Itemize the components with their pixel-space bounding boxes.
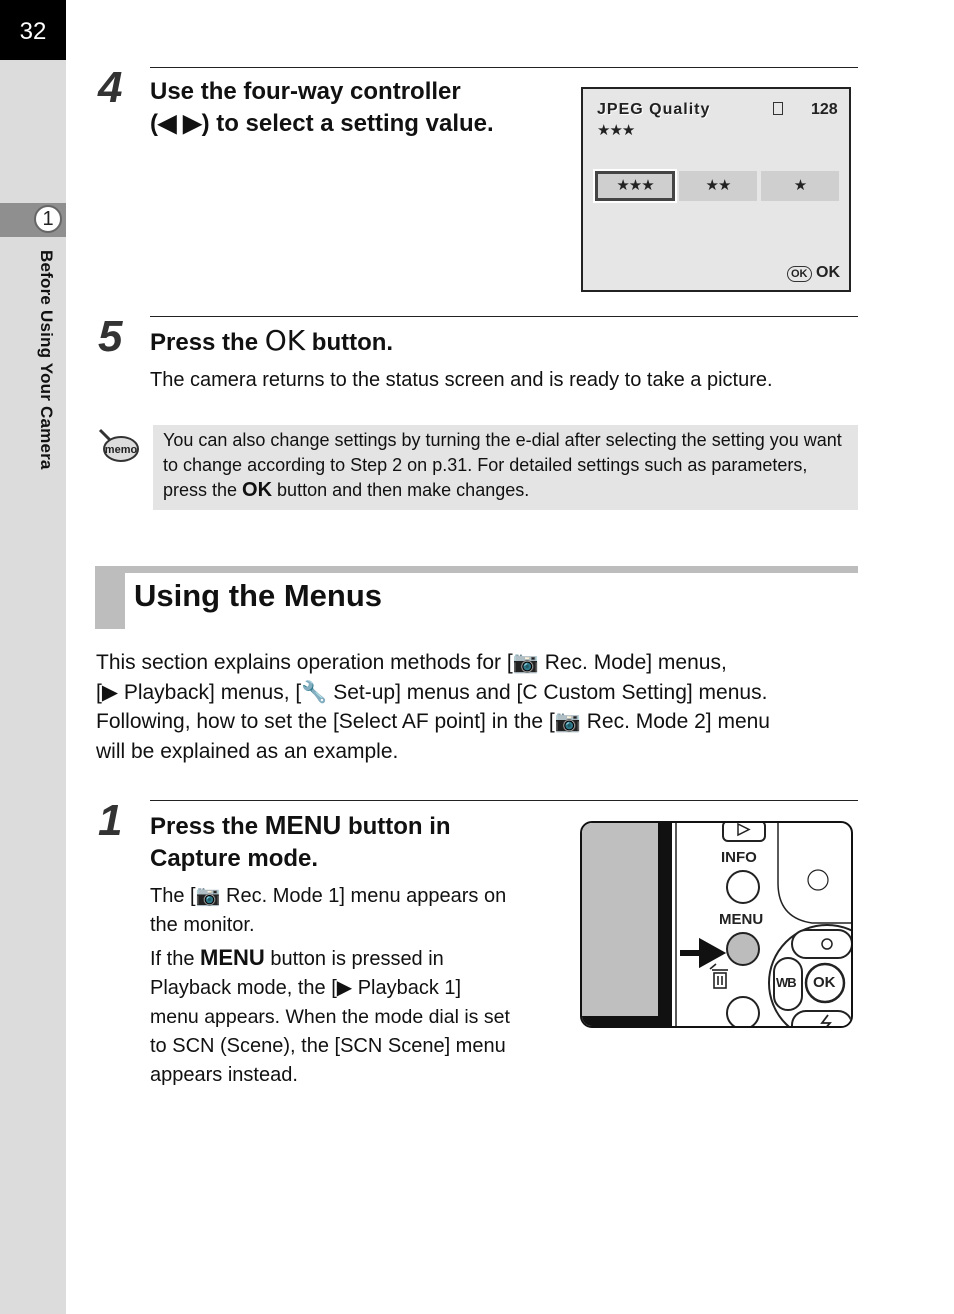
step5-title-suffix: button. xyxy=(305,329,394,356)
step4-title-line2: (◀ ▶) to select a setting value. xyxy=(150,110,494,137)
info-label: INFO xyxy=(721,849,757,866)
step1-para1-line2: the monitor. xyxy=(150,914,255,936)
step1-para2-line2: Playback mode, the [▶ Playback 1] xyxy=(150,977,462,999)
step1-para2-line3: menu appears. When the mode dial is set xyxy=(150,1006,510,1028)
step5-rule xyxy=(150,316,858,317)
sd-card-icon xyxy=(773,102,783,115)
memo-text-before: You can also change settings by turning the e-dial after selecting the setting you want to change according to Step 2 on p.31. For detailed settings such as parameters, press the xyxy=(163,430,842,500)
info-button[interactable] xyxy=(726,870,760,904)
quality-option-good[interactable]: ★ xyxy=(761,171,839,201)
trash-icon xyxy=(710,964,728,988)
section-title: Using the Menus xyxy=(134,578,383,613)
menu-key-glyph: MENU xyxy=(200,945,265,970)
section-intro xyxy=(96,648,866,766)
step4-title xyxy=(150,76,570,140)
step1-title-prefix: Press the xyxy=(150,813,265,840)
step1-para2 xyxy=(150,943,570,1090)
step1-title-line1 xyxy=(150,809,570,843)
lcd-shot-count: 128 xyxy=(811,101,838,118)
controls-drawing xyxy=(582,823,853,1028)
chapter-sidebar xyxy=(0,0,66,1314)
memo-icon xyxy=(98,428,140,464)
section-header-bar xyxy=(95,566,858,573)
quality-option-best[interactable]: ★★★ xyxy=(595,171,675,201)
pointer-arrow-icon xyxy=(680,943,720,963)
step1-para1 xyxy=(150,882,570,940)
step1-title-line2: Capture mode. xyxy=(150,845,319,872)
lcd-title: JPEG Quality xyxy=(597,101,711,118)
step1-para2-line4: to SCN (Scene), the [SCN Scene] menu xyxy=(150,1035,506,1057)
page-number: 32 xyxy=(0,0,66,60)
section-intro-line3: Following, how to set the [Select AF point] in the [📷 Rec. Mode 2] menu xyxy=(96,710,770,733)
step1-para2-prefix: If the xyxy=(150,948,201,970)
chapter-number: 1 xyxy=(34,205,62,233)
step5-title-prefix: Press the xyxy=(150,329,265,356)
flash-button[interactable] xyxy=(792,1011,852,1028)
camera-controls-diagram xyxy=(580,821,853,1028)
lcd-current-quality: ★★★ xyxy=(597,122,635,139)
step1-number: 1 xyxy=(98,796,123,845)
indicator-lamp xyxy=(808,870,828,890)
lcd-ok-label: OK xyxy=(816,264,840,281)
step5-number: 5 xyxy=(98,312,123,361)
delete-button[interactable] xyxy=(726,996,760,1028)
camera-lcd-screen xyxy=(581,87,851,292)
step4-title-line1: Use the four-way controller xyxy=(150,78,461,105)
quality-option-better[interactable]: ★★ xyxy=(679,171,757,201)
step1-para1-line1: The [📷 Rec. Mode 1] menu appears on xyxy=(150,885,507,907)
ok-key-glyph: OK xyxy=(242,479,273,501)
memo-icon-label: memo xyxy=(104,444,138,456)
section-intro-line1: This section explains operation methods for [📷 Rec. Mode] menus, xyxy=(96,651,727,674)
memo-text xyxy=(163,428,853,503)
step5-title xyxy=(150,325,393,359)
ok-label: OK xyxy=(813,974,836,991)
menu-button[interactable] xyxy=(726,932,760,966)
section-intro-line2: [▶ Playback] menus, [🔧 Set-up] menus and [C Custom Setting] menus. xyxy=(96,680,768,704)
memo-text-after: button and then make changes. xyxy=(272,480,530,500)
step4-rule xyxy=(150,67,858,68)
step1-rule xyxy=(150,800,858,801)
step1-title xyxy=(150,809,570,875)
step4-number: 4 xyxy=(98,63,123,112)
step1-para2-line1 xyxy=(150,943,570,974)
step1-para2-suffix: button is pressed in xyxy=(264,948,444,970)
chapter-title: Before Using Your Camera xyxy=(37,250,56,470)
ok-key-glyph: OK xyxy=(264,324,306,357)
section-intro-line4: will be explained as an example. xyxy=(96,739,399,763)
step1-title-suffix: button in xyxy=(341,813,451,840)
menu-label: MENU xyxy=(719,911,764,928)
step1-para2-line5: appears instead. xyxy=(150,1064,298,1086)
ok-button-icon: OK xyxy=(787,266,812,282)
menu-key-glyph: MENU xyxy=(264,810,342,840)
step5-body: The camera returns to the status screen and is ready to take a picture. xyxy=(150,369,773,391)
section-header-block xyxy=(95,566,125,629)
wb-label: WB xyxy=(776,975,796,990)
